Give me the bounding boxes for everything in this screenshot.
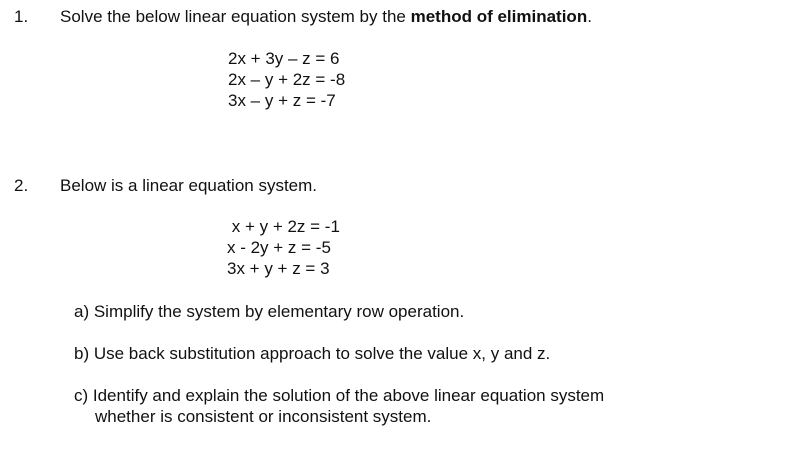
- question-1-equation-1: 2x + 3y – z = 6: [228, 49, 340, 68]
- question-2-equation-2: x - 2y + z = -5: [227, 238, 331, 257]
- question-2-part-c-continuation: whether is consistent or inconsistent system.: [95, 407, 432, 426]
- question-1-equation-2: 2x – y + 2z = -8: [228, 70, 346, 89]
- question-1-equation-3: 3x – y + z = -7: [228, 91, 336, 110]
- question-2-text: Below is a linear equation system.: [60, 176, 318, 195]
- question-2-part-c: c) Identify and explain the solution of the above linear equation system: [74, 386, 605, 405]
- question-1-text-before: Solve the below linear equation system by the: [60, 7, 411, 26]
- question-2-part-a: a) Simplify the system by elementary row operation.: [74, 302, 465, 321]
- question-1-text-after: .: [587, 7, 592, 26]
- question-2-part-b: b) Use back substitution approach to solve the value x, y and z.: [74, 344, 551, 363]
- question-1-number: 1.: [14, 7, 29, 26]
- question-1-text-bold: method of elimination: [410, 7, 588, 26]
- question-1-text: [60, 6, 592, 27]
- question-2-equation-3: 3x + y + z = 3: [227, 259, 330, 278]
- question-2-number: 2.: [14, 176, 29, 195]
- question-2-equation-1: x + y + 2z = -1: [227, 217, 340, 236]
